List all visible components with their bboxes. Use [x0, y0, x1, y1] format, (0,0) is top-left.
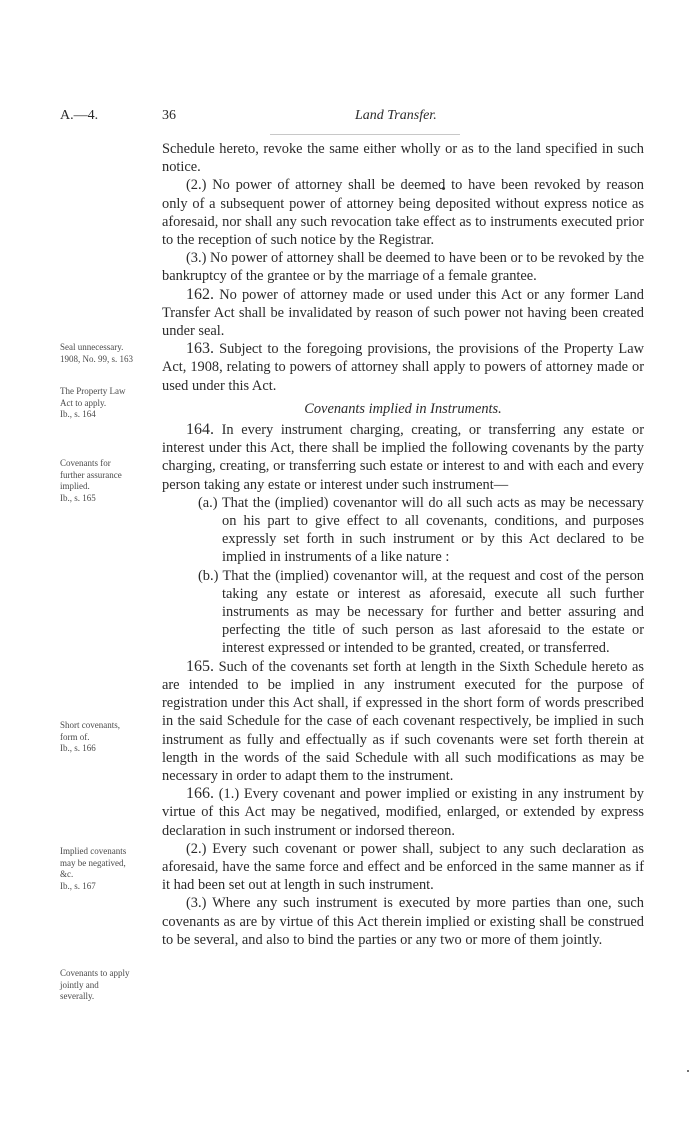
section-number: 164. — [186, 421, 214, 439]
margin-note-property-law: The Property Law Act to apply. Ib., s. 164 — [60, 386, 126, 419]
margin-note-short-covenants: Short covenants, form of. Ib., s. 166 — [60, 720, 120, 753]
section-166: 166. (1.) Every covenant and power implied or existing in any instrument by virtue of this Act may be negatived, modified, enlarged, or extended by express declaration in such instrument or indorsed thereon. — [162, 785, 644, 839]
section-163: 163. Subject to the foregoing provisions, the provisions of the Property Law Act, 1908, relating to powers of attorney shall apply to powers of attorney made or used under this Act. — [162, 340, 644, 394]
paper-code: A.—4. — [60, 108, 99, 123]
margin-note-negatived: Implied covenants may be negatived, &c. Ib., s. 167 — [60, 846, 127, 891]
running-title: Land Transfer. — [355, 108, 437, 123]
item-label: (a.) — [198, 494, 218, 511]
section-heading: Covenants implied in Instruments. — [304, 400, 502, 417]
margin-note-seal: Seal unnecessary. 1908, No. 99, s. 163 — [60, 342, 134, 364]
subsection-2: (2.) No power of attorney shall be deemed to have been revoked by reason only of a subsequent power of attorney being deposited without express notice as aforesaid, nor shall any such revocation take effect as to instruments executed prior to the reception of such notice by the Registrar. — [162, 177, 644, 249]
item-label: (b.) — [198, 567, 219, 584]
section-number: 162. — [186, 285, 214, 303]
page-header — [0, 108, 700, 130]
body-text — [162, 140, 644, 949]
section-164: 164. In every instrument charging, creating, or transferring any estate or interest under this Act, there shall be implied the following covenants by the party charging, creating, or transferring such estate or interest to and with each and every person taking any estate or interest under such instrument— — [162, 421, 644, 493]
page-number: 36 — [162, 108, 176, 123]
section-165: 165. Such of the covenants set forth at length in the Sixth Schedule hereto as are intended to be implied in any instrument executed for the purpose of registration under this Act shall, if expressed in the short form of words prescribed in the said Schedule for the case of each covenant respectively, be implied in such instrument as fully and effectually as if such covenants were set forth therein at length in the words of the said Schedule with all such modifications as may be necessary in order to adapt them to the instrument. — [162, 657, 644, 784]
paragraph-continued: Schedule hereto, revoke the same either wholly or as to the land specified in such notice. — [162, 141, 644, 176]
section-number: 163. — [186, 340, 214, 358]
item-a: (a.) That the (implied) covenantor will do all such acts as may be necessary on his part to give effect to all covenants, conditions, and purposes expressly set forth in such instrument or by this Act declared to be implied in instruments of a like nature : — [198, 494, 644, 566]
section-162: 162. No power of attorney made or used under this Act or any former Land Transfer Act shall be invalidated by reason of such power not having been created under seal. — [162, 285, 644, 340]
section-number: 165. — [186, 657, 214, 675]
margin-note-jointly: Covenants to apply jointly and severally. — [60, 968, 130, 1001]
print-speck — [687, 1070, 689, 1072]
header-rule — [270, 134, 460, 135]
section-166-subsection-3: (3.) Where any such instrument is executed by more parties than one, such covenants as are by virtue of this Act therein implied or existing shall be construed to be several, and also to bind the parties or any two or more of them jointly. — [162, 895, 644, 948]
subsection-3: (3.) No power of attorney shall be deemed to have been or to be revoked by the bankruptcy of the grantee or by the marriage of a female grantee. — [162, 250, 644, 285]
margin-note-further-assurance: Covenants for further assurance implied. Ib., s. 165 — [60, 458, 122, 503]
section-number: 166. — [186, 785, 214, 803]
item-b: (b.) That the (implied) covenantor will, at the request and cost of the person taking any estate or interest as aforesaid, execute all such further instruments as may be necessary for further and better assuring and perfecting the title of such person as last aforesaid to the estate or interest expressed or intended to be granted, created, or transferred. — [198, 567, 644, 657]
section-166-subsection-2: (2.) Every such covenant or power shall, subject to any such declaration as aforesaid, have the same force and effect and be enforced in the same manner as if it had been set out at length in such instrument. — [162, 840, 644, 894]
